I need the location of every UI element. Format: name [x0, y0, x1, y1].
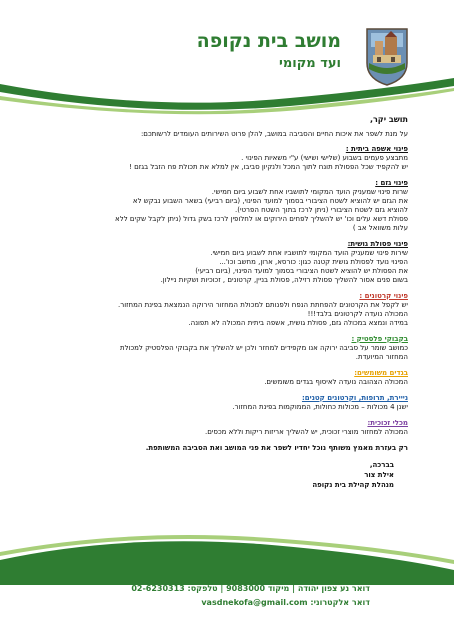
- section-text-line: הפינוי נועד לפסולת גושית קטנה כגון: כורסא, ארון, מחשב וכו'...: [219, 258, 408, 266]
- village-name-title: מושב בית נקופה: [196, 30, 341, 52]
- section-text-line: שירות פינוי שמעניק הועד המקומי לתושביו אחת לשבוע ביום חמישי.: [210, 249, 408, 257]
- section-text-line: כמושב שומר על סביבה ירוקה אנו מקפידים למחזר ולכן יש להשליך את בקבוקי הפלסטיק למכולת: [119, 344, 408, 352]
- footer-green-swoosh: [0, 530, 454, 585]
- section-text-line: במידה ונמצא במכולה גזם, פסולת גושית, אשפה ביתית המכולה לא תפונה.: [188, 319, 408, 327]
- section-text-line: בשום פנים אסור להשליך פסולת רזילה, פסולת בניין, קרטונים , זכוכיות ושקיות ניילון.: [160, 276, 408, 284]
- service-section: [40, 394, 408, 412]
- section-text-line: יש לקפל את הקרטונים להפחתת הנפח ולפנותם למכולת המחזור הירוקה הנמצאת בפינת המחזור.: [118, 301, 408, 309]
- section-title: בקבוקי פלסטיק :: [351, 335, 408, 343]
- local-committee-subtitle: ועד מקומי: [279, 56, 341, 71]
- section-text-line: המחזור המיועדת.: [355, 353, 408, 361]
- footer-email-line: דואר אלקטרוני: vasdnekofa@gmail.com: [201, 598, 370, 607]
- signature-line: בברכה,: [369, 461, 394, 469]
- section-title: נייירת, תרופות, וקרטונים קטנים:: [301, 394, 408, 402]
- service-section: [40, 292, 408, 328]
- section-text-line: המכולה למחזור מוצרי זכוכית, יש להשליך אריזות ריקות וללא מכסים.: [205, 428, 408, 436]
- section-title: פינוי פסולת גושית:: [347, 240, 408, 248]
- section-text-line: המכולה נועדה לקרטונים בלבד!!!: [307, 310, 408, 318]
- section-text-line: ישנן 4 מכולות – מכולות כחולות, הממוקמות בפינת המחזור.: [232, 403, 408, 411]
- service-section: [40, 335, 408, 362]
- service-section: [40, 369, 408, 387]
- section-text-line: המכולה הצהובה נועדה לאיסוף בגדים משומשים.: [264, 378, 408, 386]
- section-title: פינוי גזם :: [375, 179, 408, 187]
- section-title: פינוי קרטונים :: [359, 292, 408, 300]
- section-text-line: להוציא גזם לשטח הציבורי (ניתן לרכז בתוך השטח הפרטי).: [234, 206, 408, 214]
- service-section: [40, 419, 408, 437]
- letter-intro: על מנת לשפר את איכות החיים והסביבה במושב, להלן פרוט השירותים העומדים לרשותכם:: [140, 130, 408, 138]
- section-title: מכלי זכוכית:: [367, 419, 408, 427]
- letter-body: [40, 115, 408, 491]
- footer-contact-line: דואר נע צפון יהודה | מיקוד 9083000 | טלפקס: 02-6230313: [131, 584, 370, 593]
- signature-line: אילת צור: [364, 471, 394, 479]
- section-text-line: עלות משוואל אב ): [352, 224, 408, 232]
- section-title: פינוי אשפה ביתית :: [345, 145, 408, 153]
- section-text-line: את הגזם יש להוציא לשטח הציבורי בסמוך למועד הפינוי, (ביום רביעי) בשאר השבוע נבקש לא: [132, 197, 408, 205]
- letter-greeting: תושב יקר,: [369, 115, 408, 124]
- service-section: [40, 145, 408, 172]
- signature-block: [40, 461, 394, 490]
- section-text-line: פסולת דשא עלים וכו' יש להשליך לפחים הירוקים או לחלופין לרכז בשק גדול (ניתן לקבל שקים ללא: [115, 215, 408, 223]
- service-section: [40, 240, 408, 285]
- section-text-line: את הפסולת יש להוציא לשטח הציבורי בסמוך למועד הפינוי, (ביום רביעי): [195, 267, 408, 275]
- signature-line: מנהלת קהילת בית נקופה: [312, 481, 394, 489]
- section-text-line: שרות פינוי שמעניק הועד המקומי לתושביו אחת לשבוע ביום חמישי.: [211, 188, 408, 196]
- services-sections: [40, 145, 408, 437]
- section-title: בגדים משומשים:: [354, 369, 408, 377]
- letter-closing: רק בעזרת מאמץ משותף נוכל יחדיו לשפר את פני המושב ואת הסביבה המשותפת.: [145, 444, 408, 452]
- section-text-line: מתבצע פעמים בשבוע (שלישי ושישי) ע"י משאיות הפינוי .: [241, 154, 408, 162]
- header-green-swoosh: [0, 76, 454, 116]
- section-text-line: יש להקפיד שכל הפסולת תונח לתוך המכל ולנקיון סביבו, אין למלא את תכולת פח הזבל בגזם !: [129, 163, 408, 171]
- service-section: [40, 179, 408, 233]
